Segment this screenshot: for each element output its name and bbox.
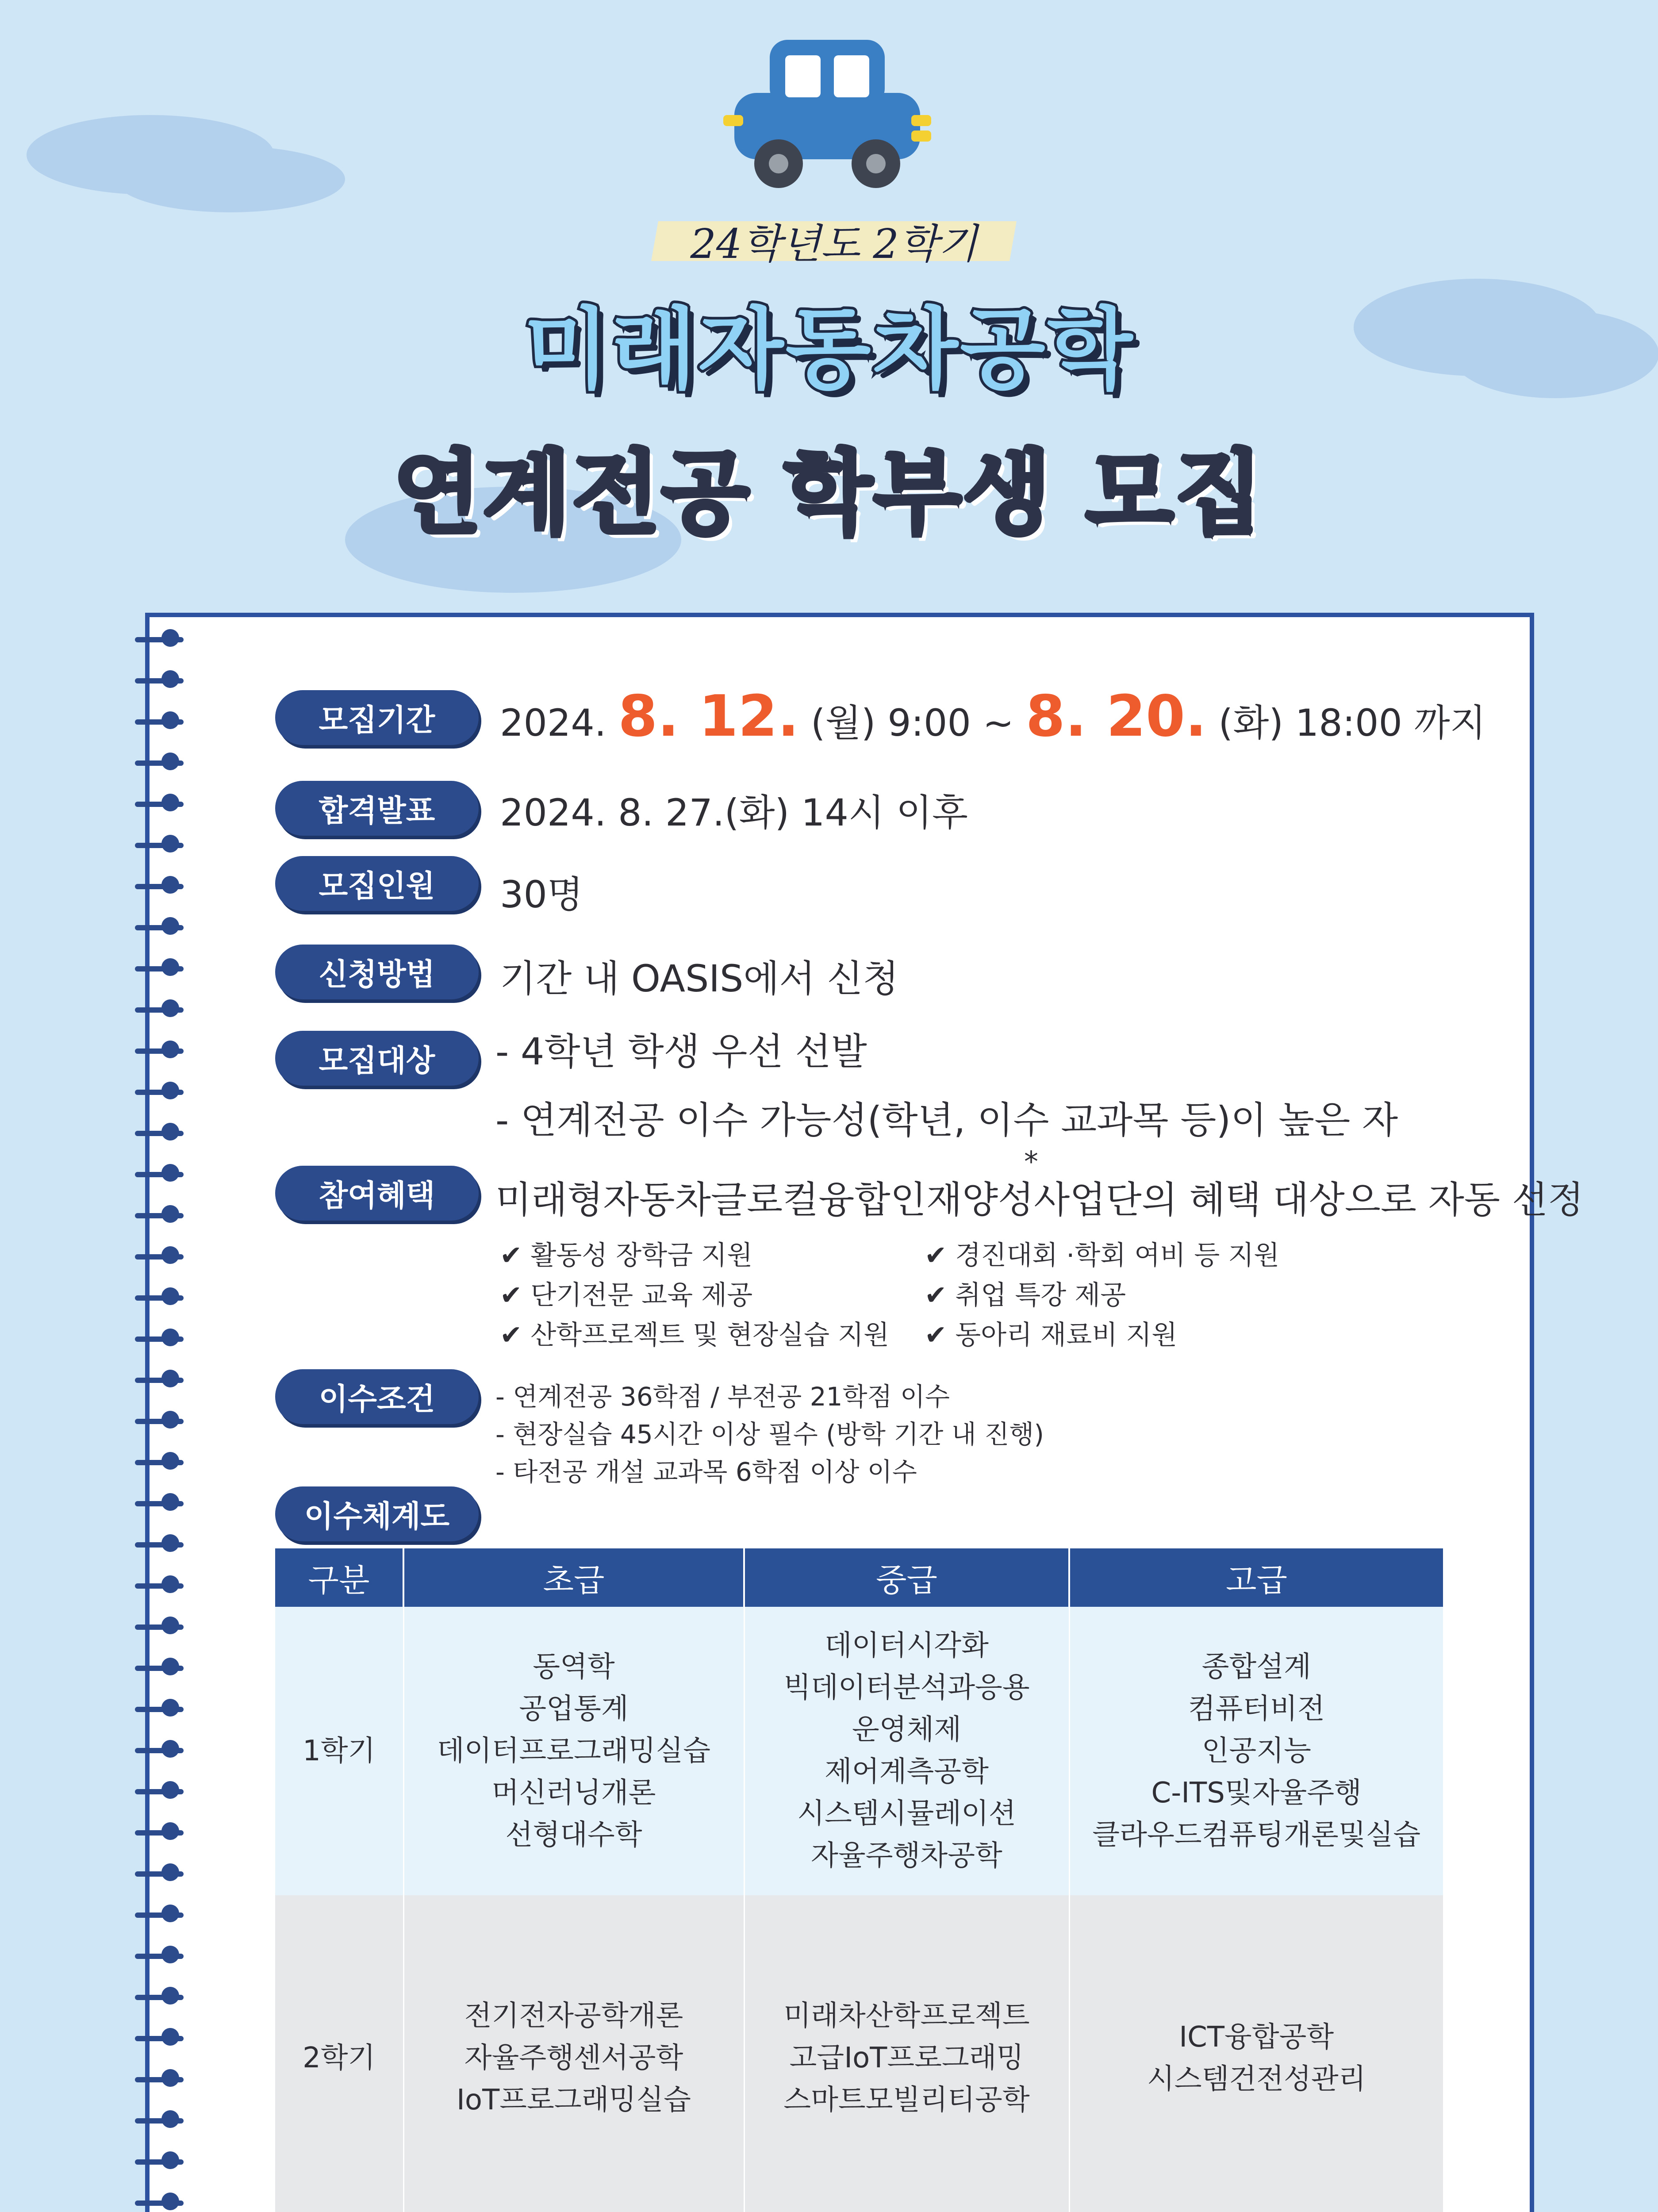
- notebook-ring: [135, 2200, 184, 2206]
- course-cell: ICT융합공학 시스템건전성관리: [1069, 1895, 1443, 2212]
- method-value: 기간 내 OASIS에서 신청: [500, 957, 899, 1000]
- notebook-ring: [135, 1419, 184, 1424]
- notebook-ring: [135, 678, 184, 684]
- cloud-decoration: [115, 146, 345, 212]
- notebook-ring: [135, 1542, 184, 1548]
- notebook-ring: [135, 1090, 184, 1095]
- notebook-ring: [135, 719, 184, 725]
- subtitle-banner: [655, 208, 1013, 268]
- header-cell-intermediate: 중급: [744, 1548, 1069, 1607]
- term-cell: 1학기: [275, 1607, 403, 1895]
- benefit-item: ✔ 산학프로젝트 및 현장실습 지원: [500, 1320, 890, 1351]
- notebook-ring: [135, 1583, 184, 1589]
- notebook-ring: [135, 843, 184, 848]
- notebook-ring: [135, 2036, 184, 2041]
- term-cell: 2학기: [275, 1895, 403, 2212]
- header-cell-basic: 초급: [403, 1548, 744, 1607]
- notebook-ring: [135, 2077, 184, 2082]
- subtitle-text: 24학년도 2학기: [690, 220, 978, 268]
- period-end: 8. 20.: [1025, 684, 1207, 749]
- notebook-ring: [135, 1213, 184, 1218]
- course-cell: 데이터시각화 빅데이터분석과응용 운영체제 제어계측공학 시스템시뮬레이션 자율주행차공학: [744, 1607, 1069, 1895]
- notebook-ring: [135, 1748, 184, 1753]
- curriculum-table: [275, 1548, 1443, 2212]
- target-line-1: - 4학년 학생 우선 선발: [495, 1030, 867, 1073]
- notebook-ring: [135, 1007, 184, 1013]
- notebook-ring: [135, 802, 184, 807]
- condition-line: - 현장실습 45시간 이상 필수 (방학 기간 내 진행): [495, 1419, 1044, 1449]
- notebook-ring: [135, 1830, 184, 1836]
- notebook-ring: [135, 760, 184, 766]
- notebook-ring: [135, 884, 184, 889]
- benefit-item: ✔ 동아리 재료비 지원: [925, 1320, 1178, 1351]
- notebook-ring: [135, 1378, 184, 1383]
- curriculum-table-wrap: [275, 1548, 1443, 2212]
- period-start: 8. 12.: [618, 684, 799, 749]
- notebook-ring: [135, 1954, 184, 1959]
- label-target: 모집대상: [275, 1031, 479, 1086]
- notebook-ring: [135, 637, 184, 642]
- notebook-ring: [135, 1460, 184, 1465]
- notebook-ring: [135, 1995, 184, 2000]
- header-cell-advanced: 고급: [1069, 1548, 1443, 1607]
- benefit-item: ✔ 경진대회 ·학회 여비 등 지원: [925, 1240, 1280, 1271]
- label-quota: 모집인원: [275, 856, 479, 911]
- period-prefix: 2024.: [500, 701, 606, 745]
- notebook-ring: [135, 1336, 184, 1342]
- table-row: [275, 1895, 1443, 2212]
- course-cell: 종합설계 컴퓨터비전 인공지능 C-ITS및자율주행 클라우드컴퓨팅개론및실습: [1069, 1607, 1443, 1895]
- announce-value: 2024. 8. 27.(화) 14시 이후: [500, 791, 968, 834]
- benefit-value: 미래형자동차글로컬융합인재양성사업단의 혜택 대상으로 자동 선정: [495, 1178, 1584, 1221]
- benefit-item: ✔ 취업 특강 제공: [925, 1280, 1126, 1311]
- quota-value: 30명: [500, 873, 583, 916]
- period-end-day: (화) 18:00 까지: [1218, 701, 1486, 745]
- period-value: [500, 684, 1486, 752]
- label-condition: 이수조건: [275, 1369, 479, 1424]
- notebook-ring: [135, 966, 184, 972]
- period-start-day: (월) 9:00: [810, 701, 971, 745]
- notebook-ring: [135, 1131, 184, 1136]
- table-row: [275, 1607, 1443, 1895]
- label-period: 모집기간: [275, 690, 479, 745]
- course-cell: 전기전자공학개론 자율주행센서공학 IoT프로그래밍실습: [403, 1895, 744, 2212]
- condition-line: - 연계전공 36학점 / 부전공 21학점 이수: [495, 1382, 950, 1412]
- notebook-ring: [135, 1501, 184, 1506]
- target-line-2: - 연계전공 이수 가능성(학년, 이수 교과목 등)이 높은 자: [495, 1098, 1398, 1142]
- label-benefit: 참여혜택: [275, 1166, 479, 1221]
- title-line-1: 미래자동차공학: [523, 298, 1135, 401]
- course-cell: 미래차산학프로젝트 고급IoT프로그래밍 스마트모빌리티공학: [744, 1895, 1069, 2212]
- benefit-star: *: [1024, 1146, 1038, 1179]
- notebook-ring: [135, 1295, 184, 1301]
- notebook-ring: [135, 1666, 184, 1671]
- notebook-ring: [135, 1624, 184, 1630]
- notebook-ring: [135, 1871, 184, 1877]
- notebook-ring: [135, 1172, 184, 1177]
- notebook-ring: [135, 2159, 184, 2165]
- notebook-ring: [135, 1048, 184, 1054]
- notebook-ring: [135, 1912, 184, 1918]
- header-cell-category: 구분: [275, 1548, 403, 1607]
- label-curriculum: 이수체계도: [275, 1486, 479, 1541]
- title-line-2: 연계전공 학부생 모집: [393, 441, 1265, 546]
- course-cell: 동역학 공업통계 데이터프로그래밍실습 머신러닝개론 선형대수학: [403, 1607, 744, 1895]
- label-method: 신청방법: [275, 945, 479, 999]
- benefit-item: ✔ 활동성 장학금 지원: [500, 1240, 753, 1271]
- notebook-ring: [135, 925, 184, 930]
- condition-line: - 타전공 개설 교과목 6학점 이상 이수: [495, 1457, 917, 1487]
- car-icon: [717, 31, 938, 199]
- notebook-ring: [135, 2118, 184, 2124]
- label-announce: 합격발표: [275, 781, 479, 836]
- notebook-ring: [135, 1254, 184, 1260]
- period-tilde: ~: [983, 701, 1014, 745]
- table-header-row: [275, 1548, 1443, 1607]
- notebook-ring: [135, 1707, 184, 1712]
- benefit-item: ✔ 단기전문 교육 제공: [500, 1280, 753, 1311]
- notebook-ring: [135, 1789, 184, 1794]
